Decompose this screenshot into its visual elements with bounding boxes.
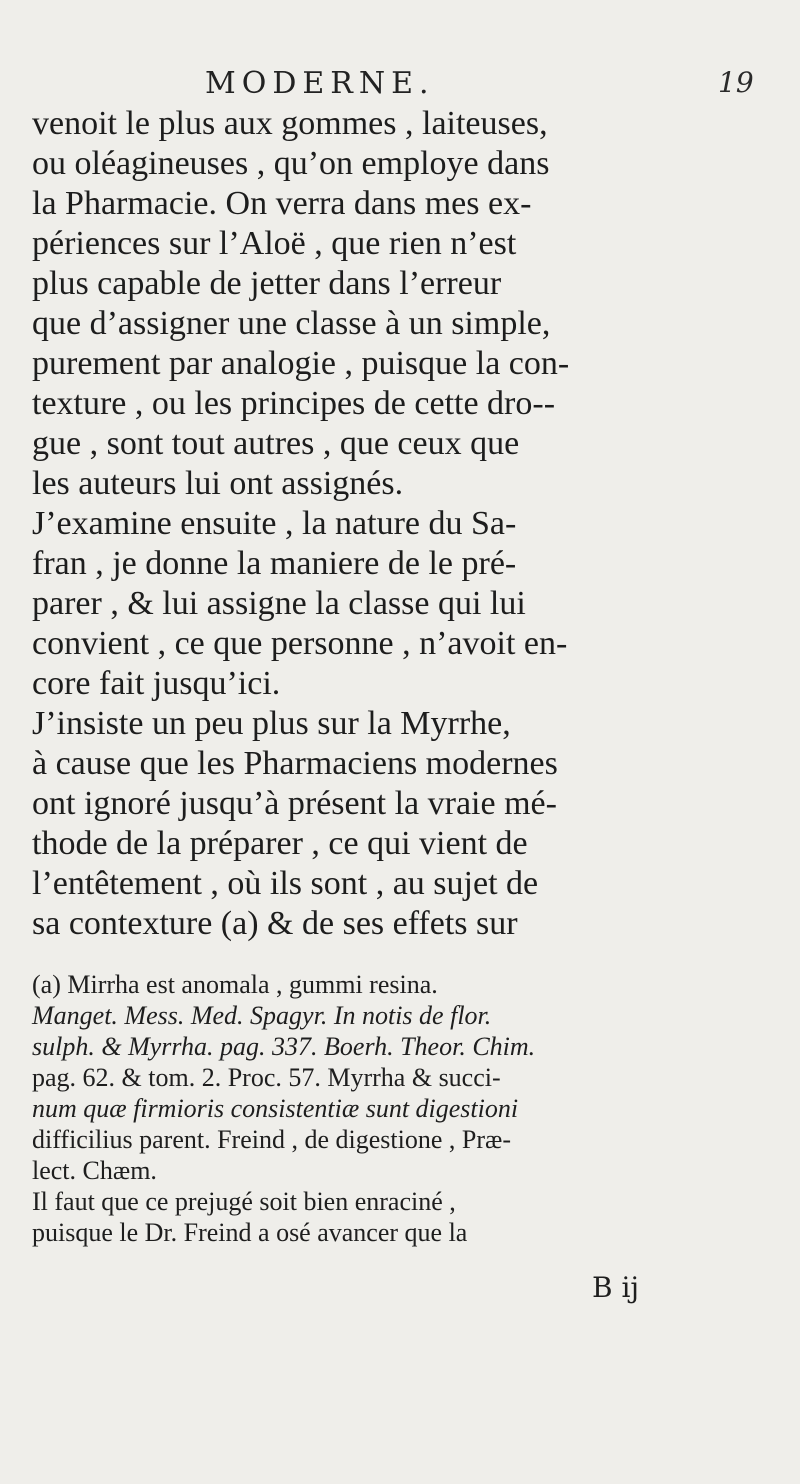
text-line: périences sur l’Aloë , que rien n’est <box>32 225 517 262</box>
footnote-line: pag. 62. & tom. 2. Proc. 57. Myrrha & succi- <box>32 1063 501 1092</box>
text-line: J’examine ensuite , la nature du Sa- <box>32 505 517 542</box>
text-line: fran , je donne la maniere de le pré- <box>32 545 517 582</box>
text-line: J’insiste un peu plus sur la Myrrhe, <box>32 705 511 742</box>
page-header <box>0 66 800 106</box>
footnote-line: difficilius parent. Freind , de digestione , Præ- <box>32 1125 511 1154</box>
footnote-line: (a) Mirrha est anomala , gummi resina. <box>32 970 438 999</box>
text-line: thode de la préparer , ce qui vient de <box>32 825 528 862</box>
footnote-line: Manget. Mess. Med. Spagyr. In notis de flor. <box>32 1001 492 1030</box>
text-line: les auteurs lui ont assignés. <box>32 465 404 502</box>
text-line: plus capable de jetter dans l’erreur <box>32 265 502 302</box>
text-line: sa contexture (a) & de ses effets sur <box>32 905 518 942</box>
running-head: MODERNE. <box>205 66 435 101</box>
text-line: texture , ou les principes de cette dro-- <box>32 385 556 422</box>
main-text <box>32 104 792 944</box>
text-line: core fait jusqu’ici. <box>32 665 281 702</box>
text-line: venoit le plus aux gommes , laiteuses, <box>32 105 548 142</box>
footnote-line: sulph. & Myrrha. pag. 337. Boerh. Theor. Chim. <box>32 1032 536 1061</box>
footnote-line: num quæ firmioris consistentiæ sunt digestioni <box>32 1094 519 1123</box>
text-line: purement par analogie , puisque la con- <box>32 345 570 382</box>
text-line: la Pharmacie. On verra dans mes ex- <box>32 185 532 222</box>
text-line: que d’assigner une classe à un simple, <box>32 305 551 342</box>
footnote-line: lect. Chæm. <box>32 1156 157 1185</box>
footnote-line: Il faut que ce prejugé soit bien enraciné , <box>32 1187 456 1216</box>
text-line: ou oléagineuses , qu’on employe dans <box>32 145 550 182</box>
text-line: l’entêtement , où ils sont , au sujet de <box>32 865 539 902</box>
signature-mark: B ij <box>592 1271 640 1304</box>
text-line: gue , sont tout autres , que ceux que <box>32 425 520 462</box>
footnote-line: puisque le Dr. Freind a osé avancer que la <box>32 1218 468 1247</box>
text-line: à cause que les Pharmaciens modernes <box>32 745 558 782</box>
text-line: parer , & lui assigne la classe qui lui <box>32 585 526 622</box>
text-line: convient , ce que personne , n’avoit en- <box>32 625 568 662</box>
footnotes <box>32 969 792 1248</box>
page-number: 19 <box>718 66 754 99</box>
text-line: ont ignoré jusqu’à présent la vraie mé- <box>32 785 557 822</box>
